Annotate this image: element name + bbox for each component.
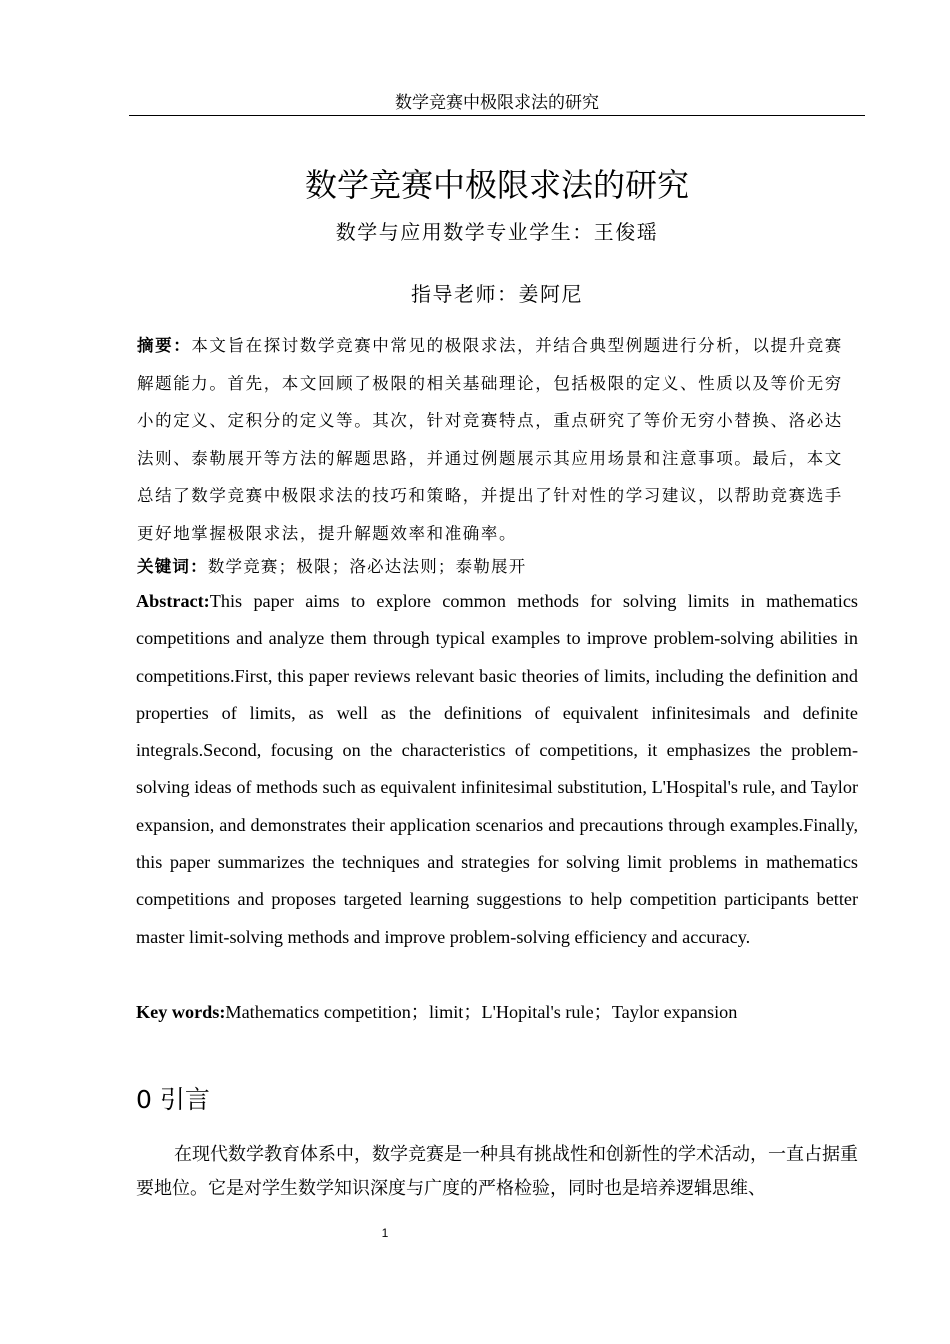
keywords-zh-label: 关键词： [137, 557, 208, 576]
page-number: 1 [381, 1226, 389, 1240]
running-header: 数学竞赛中极限求法的研究 [395, 93, 599, 113]
advisor-line: 指导老师：姜阿尼 [411, 282, 583, 306]
keywords-en-label: Key words: [136, 1002, 226, 1022]
abstract-zh-text: 本文旨在探讨数学竞赛中常见的极限求法，并结合典型例题进行分析，以提升竞赛解题能力。首先，本文回顾了极限的相关基础理论，包括极限的定义、性质以及等价无穷小的定义、定积分的定义等。其次，针对竞赛特点，重点研究了等价无穷小替换、洛必达法则、泰勒展开等方法的解题思路，并通过例题展示其应用场景和注意事项。最后，本文总结了数学竞赛中极限求法的技巧和策略，并提出了针对性的学习建议，以帮助竞赛选手更好地掌握极限求法，提升解题效率和准确率。 [137, 336, 843, 543]
paper-title: 数学竞赛中极限求法的研究 [304, 166, 689, 205]
author-line: 数学与应用数学专业学生：王俊瑶 [335, 220, 659, 244]
abstract-zh-label: 摘要： [137, 336, 192, 355]
keywords-zh-text: 数学竞赛；极限；洛必达法则；泰勒展开 [207, 557, 527, 576]
intro-paragraph: 在现代数学教育体系中，数学竞赛是一种具有挑战性和创新性的学术活动，一直占据重要地位。它是对学生数学知识深度与广度的严格检验，同时也是培养逻辑思维、 [136, 1144, 858, 1199]
keywords-zh [137, 551, 849, 583]
abstract-zh [137, 327, 849, 552]
abstract-en-label: Abstract: [136, 591, 210, 611]
abstract-en [136, 583, 858, 956]
section-heading-intro: 0 引言 [136, 1085, 210, 1114]
abstract-en-text: This paper aims to explore common methods for solving limits in mathematics competitions and analyze them through typical examples to improve problem-solving abilities in competitions.First, this paper reviews relevant basic theories of limits, including the definition and properties of limits, as well as the definitions of equivalent infinitesimals and definite integrals.Second, focusing on the characteristics of competitions, it emphasizes the problem-solving ideas of methods such as equivalent infinitesimal substitution, L'Hospital's rule, and Taylor expansion, and demonstrates their application scenarios and precautions through examples.Finally, this paper summarizes the techniques and strategies for solving limit problems in mathematics competitions and proposes targeted learning suggestions to help competition participants better master limit-solving methods and improve problem-solving efficiency and accuracy. [136, 591, 858, 947]
header-rule [129, 115, 865, 116]
keywords-en [136, 995, 858, 1029]
keywords-en-text: Mathematics competition；limit；L'Hopital's rule；Taylor expansion [225, 1002, 738, 1022]
